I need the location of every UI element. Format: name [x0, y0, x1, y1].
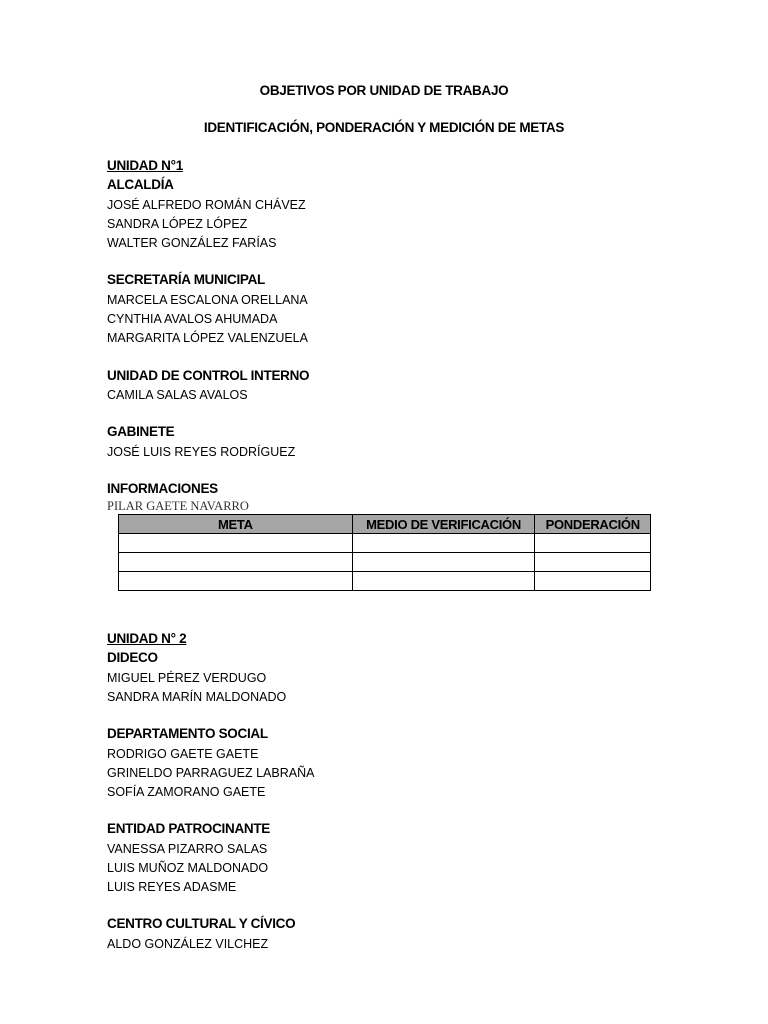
goals-table: [118, 514, 651, 591]
person-name: JOSÉ ALFREDO ROMÁN CHÁVEZ: [107, 198, 306, 212]
table-cell[interactable]: [535, 572, 651, 591]
table-cell[interactable]: [352, 553, 535, 572]
table-cell[interactable]: [535, 553, 651, 572]
person-name: CYNTHIA AVALOS AHUMADA: [107, 312, 278, 326]
person-name: CAMILA SALAS AVALOS: [107, 388, 248, 402]
unit-1-label: UNIDAD N°1: [107, 158, 183, 173]
person-name: WALTER GONZÁLEZ FARÍAS: [107, 236, 277, 250]
person-name: MARGARITA LÓPEZ VALENZUELA: [107, 331, 308, 345]
person-name: VANESSA PIZARRO SALAS: [107, 842, 268, 856]
person-name: MIGUEL PÉREZ VERDUGO: [107, 671, 267, 685]
department-social-heading: DEPARTAMENTO SOCIAL: [107, 726, 268, 741]
table-cell[interactable]: [352, 534, 535, 553]
person-name: ALDO GONZÁLEZ VILCHEZ: [107, 937, 269, 951]
table-cell[interactable]: [535, 534, 651, 553]
department-gabinete-heading: GABINETE: [107, 424, 175, 439]
table-row: [119, 572, 651, 591]
document-subtitle: IDENTIFICACIÓN, PONDERACIÓN Y MEDICIÓN DE METAS: [203, 120, 565, 135]
table-cell[interactable]: [119, 534, 353, 553]
person-name: SOFÍA ZAMORANO GAETE: [107, 785, 266, 799]
table-cell[interactable]: [352, 572, 535, 591]
document-title: OBJETIVOS POR UNIDAD DE TRABAJO: [259, 83, 509, 98]
person-name: SANDRA LÓPEZ LÓPEZ: [107, 217, 248, 231]
department-secretaria-heading: SECRETARÍA MUNICIPAL: [107, 272, 265, 287]
person-name: SANDRA MARÍN MALDONADO: [107, 690, 287, 704]
department-entidad-patrocinante-heading: ENTIDAD PATROCINANTE: [107, 821, 270, 836]
person-name: GRINELDO PARRAGUEZ LABRAÑA: [107, 766, 315, 780]
department-control-interno-heading: UNIDAD DE CONTROL INTERNO: [107, 368, 310, 383]
department-informaciones-heading: INFORMACIONES: [107, 481, 218, 496]
unit-2-label: UNIDAD N° 2: [107, 631, 187, 646]
table-cell[interactable]: [119, 572, 353, 591]
column-header-ponderacion: PONDERACIÓN: [535, 515, 651, 534]
person-name: LUIS REYES ADASME: [107, 880, 237, 894]
table-header-row: [119, 515, 651, 534]
department-dideco-heading: DIDECO: [107, 650, 158, 665]
department-centro-cultural-heading: CENTRO CULTURAL Y CÍVICO: [107, 916, 296, 931]
column-header-medio-verificacion: MEDIO DE VERIFICACIÓN: [352, 515, 535, 534]
person-name: JOSÉ LUIS REYES RODRÍGUEZ: [107, 445, 296, 459]
person-name: RODRIGO GAETE GAETE: [107, 747, 259, 761]
table-cell[interactable]: [119, 553, 353, 572]
person-name: PILAR GAETE NAVARRO: [107, 499, 249, 513]
department-alcaldia-heading: ALCALDÍA: [107, 177, 174, 192]
table-row: [119, 553, 651, 572]
column-header-meta: META: [119, 515, 353, 534]
table-row: [119, 534, 651, 553]
person-name: MARCELA ESCALONA ORELLANA: [107, 293, 308, 307]
person-name: LUIS MUÑOZ MALDONADO: [107, 861, 269, 875]
